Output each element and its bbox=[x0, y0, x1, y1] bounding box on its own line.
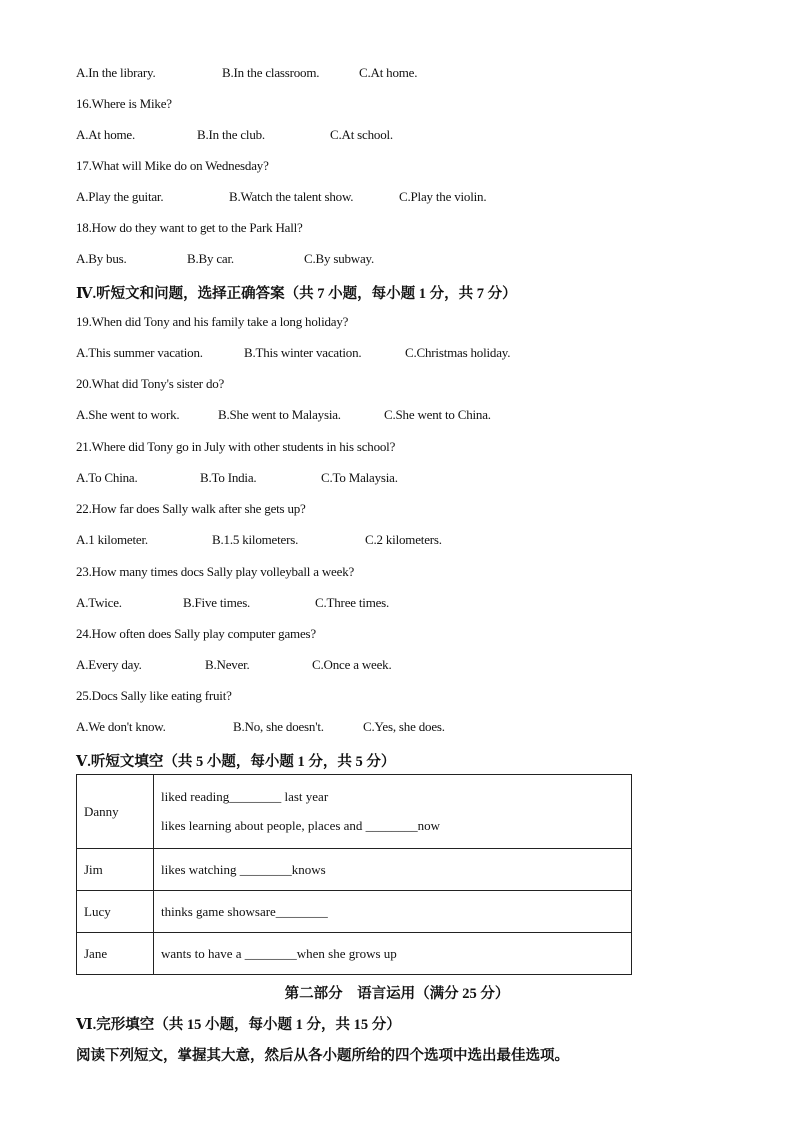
answer-cell bbox=[154, 933, 632, 975]
part-2-title: 第二部分 语言运用（满分 25 分） bbox=[284, 986, 510, 1002]
question-21: 21.Where did Tony go in July with other students in his school? bbox=[76, 439, 396, 454]
question-25: 25.Docs Sally like eating fruit? bbox=[76, 688, 232, 703]
table-row bbox=[77, 849, 632, 891]
option-c[interactable]: C.By subway. bbox=[304, 251, 375, 266]
option-b[interactable]: B.By car. bbox=[187, 251, 234, 266]
answer-line[interactable]: liked reading________ last year bbox=[161, 789, 329, 804]
option-c[interactable]: C.She went to China. bbox=[384, 407, 491, 422]
answer-cell bbox=[154, 891, 632, 933]
option-b[interactable]: B.1.5 kilometers. bbox=[212, 532, 299, 547]
option-b[interactable]: B.Watch the talent show. bbox=[229, 189, 354, 204]
option-b[interactable]: B.Five times. bbox=[183, 595, 251, 610]
answer-line[interactable]: wants to have a ________when she grows up bbox=[161, 945, 397, 961]
option-c[interactable]: C.Once a week. bbox=[312, 657, 392, 672]
person-name: Jane bbox=[77, 933, 154, 975]
answer-line[interactable]: thinks game showsare________ bbox=[161, 903, 328, 919]
table-row bbox=[77, 775, 632, 849]
answer-line[interactable]: likes learning about people, places and ________now bbox=[161, 818, 441, 833]
option-c[interactable]: C.2 kilometers. bbox=[365, 532, 442, 547]
option-a[interactable]: A.This summer vacation. bbox=[76, 345, 203, 360]
option-a[interactable]: A.Twice. bbox=[76, 595, 122, 610]
question-16: 16.Where is Mike? bbox=[76, 96, 172, 111]
answer-line[interactable]: likes watching ________knows bbox=[161, 861, 326, 877]
answer-cell bbox=[154, 775, 632, 849]
option-a[interactable]: A.At home. bbox=[76, 127, 136, 142]
question-20: 20.What did Tony's sister do? bbox=[76, 376, 225, 391]
option-a[interactable]: A.We don't know. bbox=[76, 719, 166, 734]
option-c[interactable]: C.Yes, she does. bbox=[363, 719, 445, 734]
option-b[interactable]: B.In the classroom. bbox=[222, 65, 320, 80]
person-name: Danny bbox=[77, 775, 154, 849]
option-c[interactable]: C.At home. bbox=[359, 65, 418, 80]
table-row bbox=[77, 933, 632, 975]
option-a[interactable]: A.1 kilometer. bbox=[76, 532, 148, 547]
table-row bbox=[77, 891, 632, 933]
question-22: 22.How far does Sally walk after she gets up? bbox=[76, 501, 306, 516]
option-c[interactable]: C.Three times. bbox=[315, 595, 390, 610]
option-a[interactable]: A.In the library. bbox=[76, 65, 156, 80]
fill-in-table bbox=[76, 774, 632, 975]
section-4-title: Ⅳ.听短文和问题，选择正确答案（共 7 小题，每小题 1 分，共 7 分） bbox=[76, 286, 517, 302]
question-18: 18.How do they want to get to the Park Hall? bbox=[76, 220, 303, 235]
option-b[interactable]: B.She went to Malaysia. bbox=[218, 407, 341, 422]
answer-cell bbox=[154, 849, 632, 891]
option-b[interactable]: B.Never. bbox=[205, 657, 250, 672]
question-24: 24.How often does Sally play computer games? bbox=[76, 626, 316, 641]
option-a[interactable]: A.She went to work. bbox=[76, 407, 180, 422]
person-name: Jim bbox=[77, 849, 154, 891]
person-name: Lucy bbox=[77, 891, 154, 933]
option-a[interactable]: A.By bus. bbox=[76, 251, 127, 266]
option-a[interactable]: A.Every day. bbox=[76, 657, 142, 672]
option-b[interactable]: B.To India. bbox=[200, 470, 257, 485]
question-23: 23.How many times docs Sally play volleyball a week? bbox=[76, 564, 355, 579]
option-a[interactable]: A.To China. bbox=[76, 470, 138, 485]
option-b[interactable]: B.No, she doesn't. bbox=[233, 719, 324, 734]
section-6-title: Ⅵ.完形填空（共 15 小题，每小题 1 分，共 15 分） bbox=[76, 1017, 401, 1033]
section-6-instruction: 阅读下列短文，掌握其大意，然后从各小题所给的四个选项中选出最佳选项。 bbox=[76, 1048, 569, 1064]
option-c[interactable]: C.Christmas holiday. bbox=[405, 345, 511, 360]
option-b[interactable]: B.This winter vacation. bbox=[244, 345, 362, 360]
option-c[interactable]: C.At school. bbox=[330, 127, 393, 142]
question-19: 19.When did Tony and his family take a long holiday? bbox=[76, 314, 349, 329]
option-a[interactable]: A.Play the guitar. bbox=[76, 189, 164, 204]
option-c[interactable]: C.To Malaysia. bbox=[321, 470, 398, 485]
section-5-title: Ⅴ.听短文填空（共 5 小题，每小题 1 分，共 5 分） bbox=[76, 754, 396, 770]
question-17: 17.What will Mike do on Wednesday? bbox=[76, 158, 269, 173]
option-c[interactable]: C.Play the violin. bbox=[399, 189, 487, 204]
option-b[interactable]: B.In the club. bbox=[197, 127, 265, 142]
